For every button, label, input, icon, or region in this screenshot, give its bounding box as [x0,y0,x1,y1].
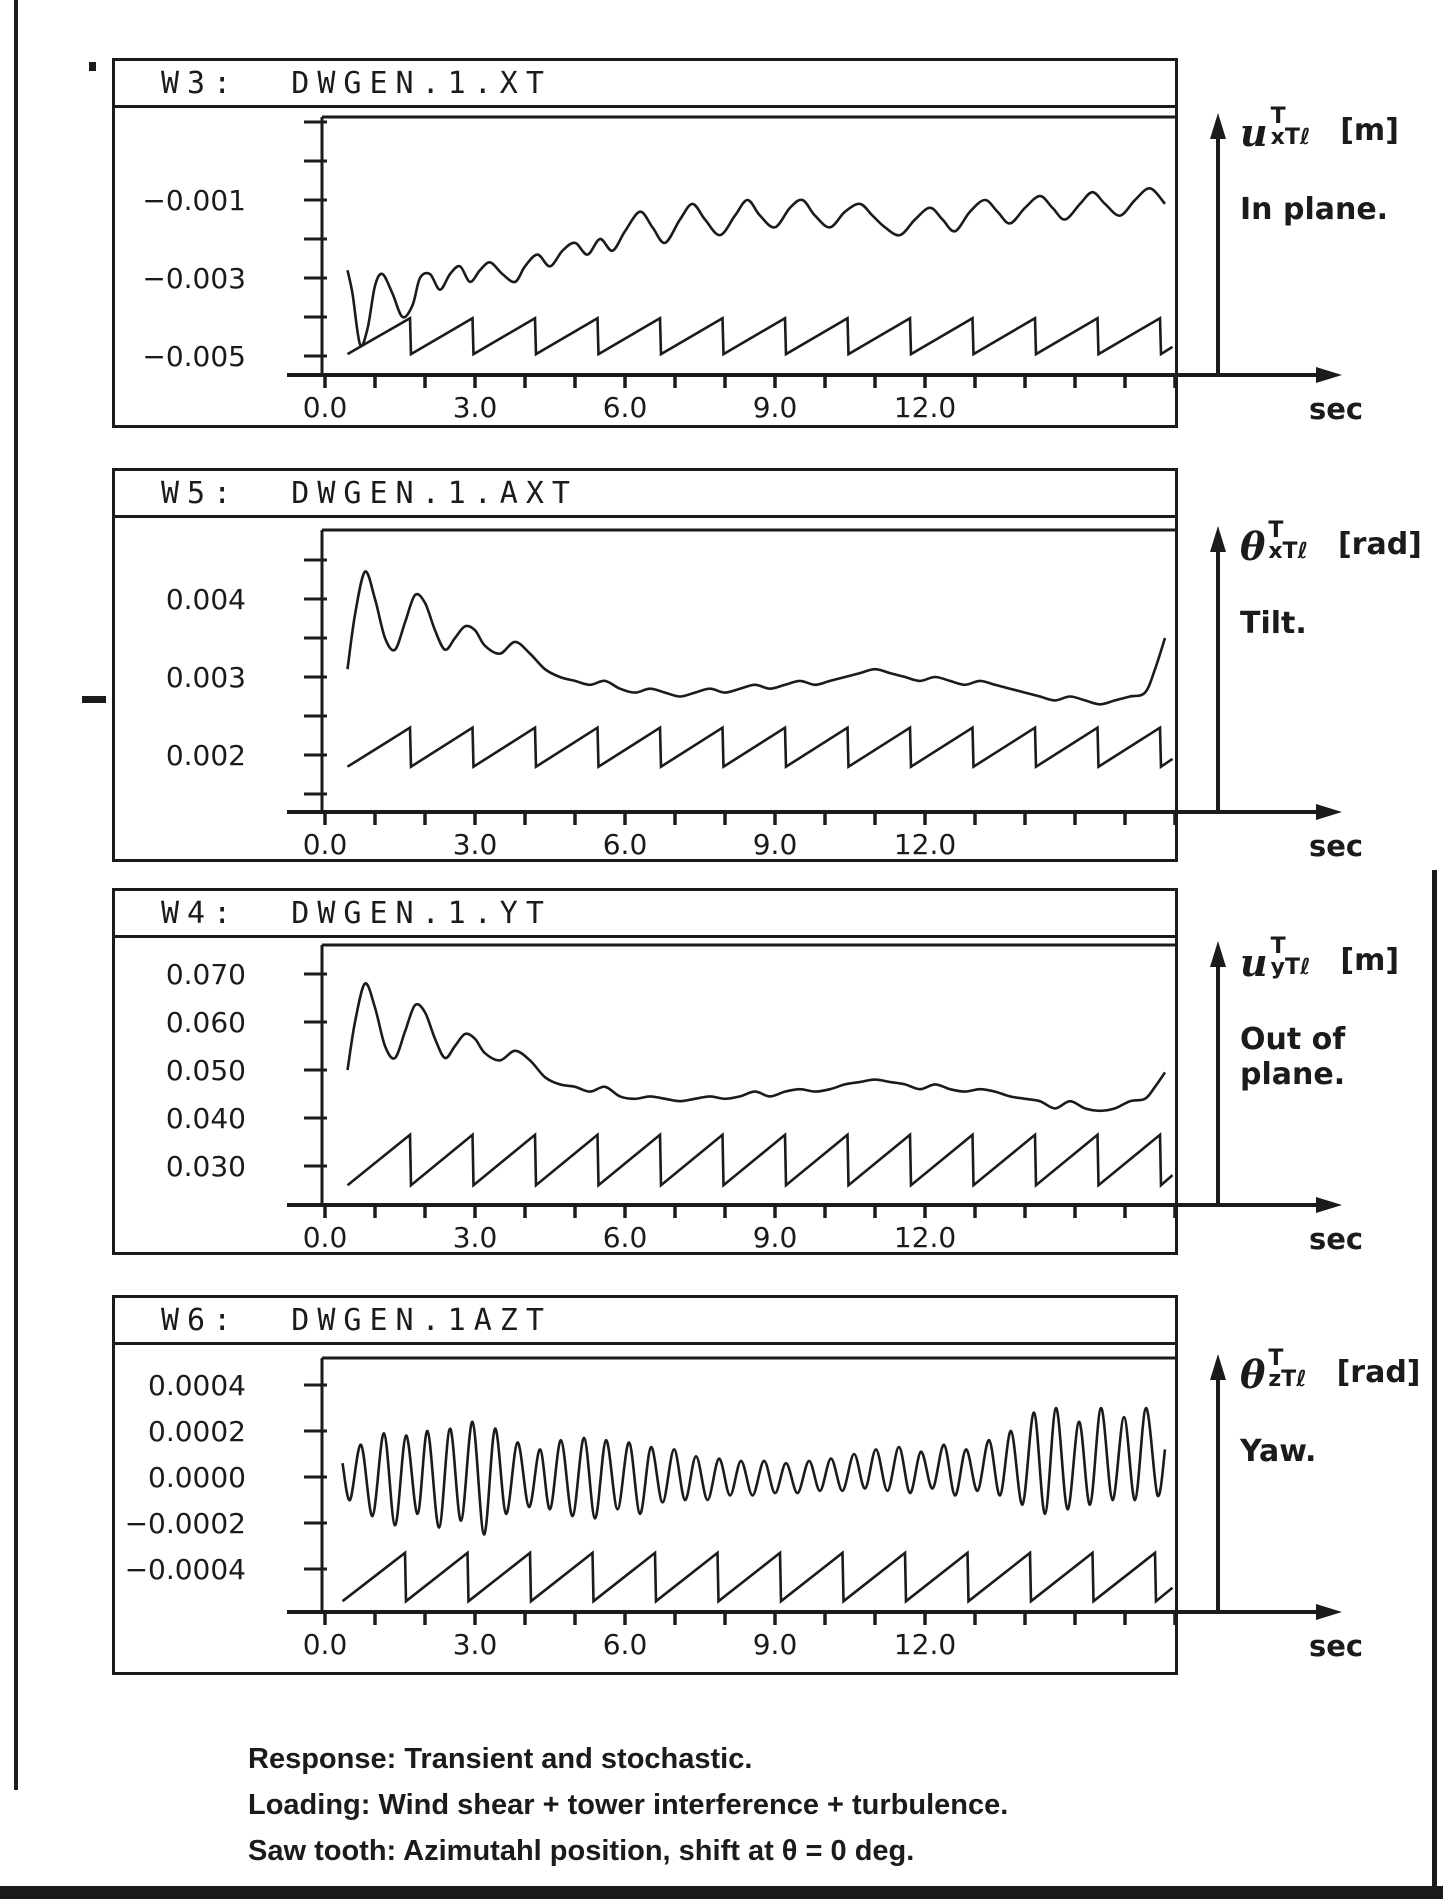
svg-text:0.050: 0.050 [165,1054,246,1087]
axis-symbol-sub: xTℓ [1270,125,1311,150]
svg-text:0.004: 0.004 [165,583,246,616]
axis-symbol-sub: yTℓ [1270,955,1311,980]
axis-symbol [1240,104,1440,155]
svg-text:6.0: 6.0 [602,391,648,424]
svg-text:−0.003: −0.003 [142,262,246,295]
plot-window-w4 [112,888,1178,1255]
axis-symbol-base: u [1240,940,1268,985]
svg-text:12.0: 12.0 [893,828,957,861]
axis-symbol [1240,934,1440,985]
svg-text:6.0: 6.0 [602,1221,648,1254]
svg-text:9.0: 9.0 [752,391,798,424]
svg-text:6.0: 6.0 [602,1628,648,1661]
axis-annotation-tilt [1240,518,1440,641]
svg-text:0.0002: 0.0002 [148,1415,246,1448]
axis-symbol-base: θ [1240,1352,1266,1397]
x-axis-unit-label: sec [1308,829,1364,863]
axis-symbol [1240,1346,1440,1397]
svg-text:0.0000: 0.0000 [148,1461,246,1494]
y-axis-arrowhead [1210,1354,1226,1380]
y-axis-arrowhead [1210,113,1226,139]
svg-text:0.060: 0.060 [165,1006,246,1039]
caption-line-response: Response: Transient and stochastic. [248,1743,753,1775]
svg-text:9.0: 9.0 [752,1221,798,1254]
axis-annotation-out-of-plane [1240,934,1440,1092]
window-title: W6: DWGEN.1AZT [161,1302,552,1338]
axis-symbol-sub: zTℓ [1268,1367,1307,1392]
axis-caption: Tilt. [1240,606,1307,641]
svg-text:3.0: 3.0 [452,1221,498,1254]
plot-window-w6 [112,1295,1178,1675]
axis-symbol-sup: T [1268,518,1284,543]
svg-text:9.0: 9.0 [752,828,798,861]
window-titlebar [115,891,1175,938]
svg-text:0.0004: 0.0004 [148,1369,246,1402]
caption-line-loading: Loading: Wind shear + tower interference + turbulence. [248,1789,1009,1821]
svg-text:0.0: 0.0 [302,828,348,861]
plot-window-w5 [112,468,1178,862]
plot-window-w3 [112,58,1178,428]
axis-symbol-scripts [1271,936,1311,978]
axis-unit: [m] [1340,113,1399,148]
svg-text:−0.001: −0.001 [142,184,246,217]
x-axis-arrowhead [1316,367,1342,383]
x-axis-arrowhead [1316,804,1342,820]
x-axis-unit-label: sec [1308,1629,1364,1663]
page-edge-bottom [0,1886,1443,1899]
x-axis-arrowhead [1316,1197,1342,1213]
axis-unit: [m] [1340,943,1400,978]
caption-line-sawtooth: Saw tooth: Azimutahl position, shift at θ = 0 deg. [248,1835,915,1867]
axis-symbol-base: θ [1240,524,1266,569]
axis-annotation-yaw [1240,1346,1440,1469]
y-axis-arrowhead [1210,526,1226,552]
svg-text:6.0: 6.0 [602,828,648,861]
axis-caption: Out of plane. [1240,1022,1346,1092]
window-titlebar [115,1298,1175,1345]
axis-symbol-scripts [1271,106,1311,148]
axis-symbol-scripts [1268,520,1308,562]
svg-text:0.0: 0.0 [302,1628,348,1661]
svg-text:−0.005: −0.005 [142,340,246,373]
axis-symbol-sup: T [1270,934,1286,959]
svg-text:3.0: 3.0 [452,1628,498,1661]
x-axis-unit-label: sec [1308,1222,1364,1256]
axis-symbol-sup: T [1270,104,1286,129]
x-axis-arrowhead [1316,1604,1342,1620]
svg-text:0.002: 0.002 [165,739,246,772]
svg-text:−0.0004: −0.0004 [124,1553,246,1586]
svg-text:3.0: 3.0 [452,391,498,424]
x-axis-unit-label: sec [1308,392,1364,426]
svg-text:12.0: 12.0 [893,391,957,424]
axis-unit: [rad] [1337,527,1422,562]
svg-text:9.0: 9.0 [752,1628,798,1661]
axis-symbol-base: u [1240,110,1268,155]
svg-text:0.040: 0.040 [165,1102,246,1135]
scan-artifact-dot [89,62,96,71]
axis-symbol [1240,518,1440,569]
svg-text:0.003: 0.003 [165,661,246,694]
page-edge-left [14,0,18,1790]
scan-artifact-dash [82,696,106,703]
window-titlebar [115,471,1175,518]
svg-text:0.0: 0.0 [302,391,348,424]
window-title: W4: DWGEN.1.YT [161,895,552,931]
y-axis-arrowhead [1210,941,1226,967]
axis-symbol-scripts [1268,1348,1306,1390]
svg-text:−0.0002: −0.0002 [124,1507,246,1540]
window-title: W5: DWGEN.1.AXT [161,475,578,511]
window-title: W3: DWGEN.1.XT [161,65,552,101]
svg-text:3.0: 3.0 [452,828,498,861]
window-titlebar [115,61,1175,108]
svg-text:12.0: 12.0 [893,1628,957,1661]
axis-symbol-sub: xTℓ [1268,539,1308,564]
svg-text:0.0: 0.0 [302,1221,348,1254]
axis-unit: [rad] [1336,1355,1421,1390]
svg-text:12.0: 12.0 [893,1221,957,1254]
figure-caption [248,1736,1008,1874]
axis-caption: Yaw. [1240,1434,1317,1469]
axis-annotation-in-plane [1240,104,1440,227]
axis-symbol-sup: T [1268,1346,1284,1371]
axis-caption: In plane. [1240,192,1389,227]
svg-text:0.070: 0.070 [165,958,246,991]
svg-text:0.030: 0.030 [165,1150,246,1183]
